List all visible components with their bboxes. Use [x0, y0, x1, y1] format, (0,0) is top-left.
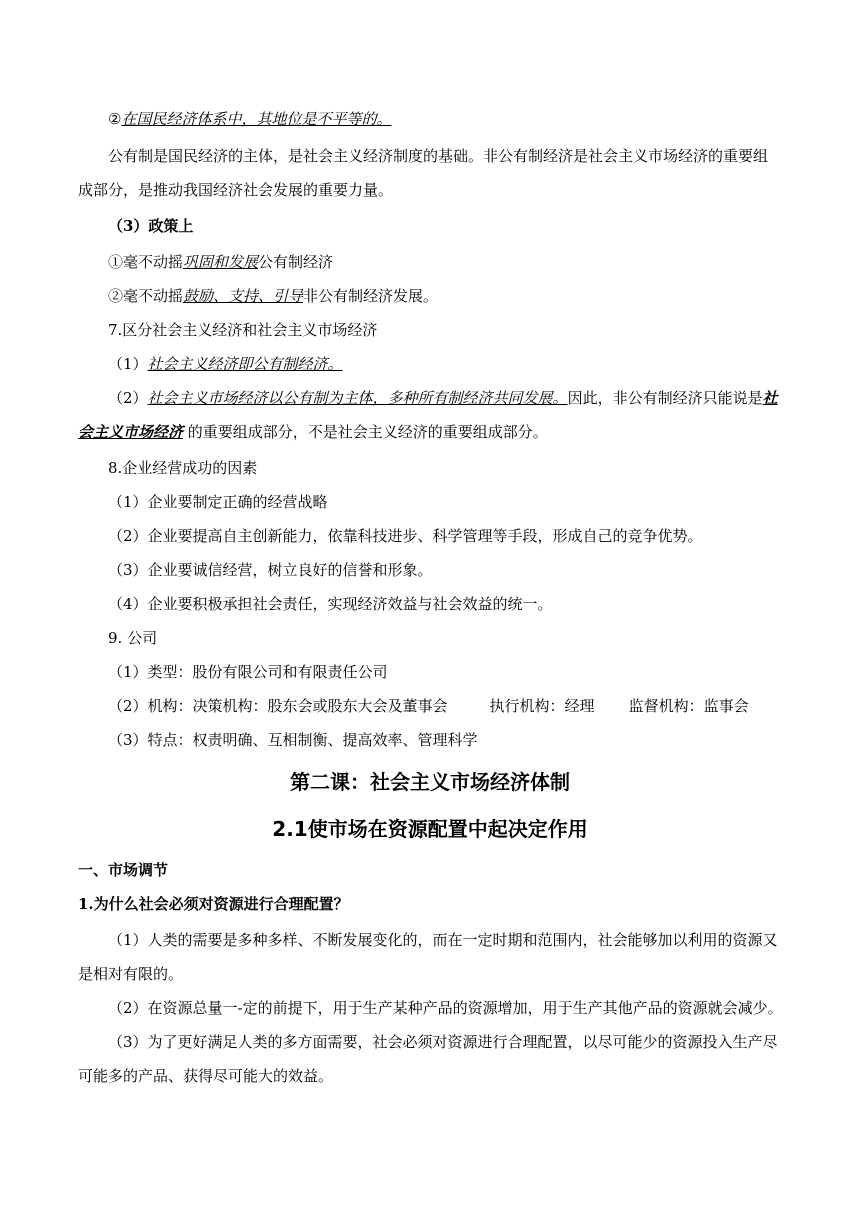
list-item-7-1: （1）社会主义经济即公有制经济。	[108, 355, 343, 373]
underlined-text: 鼓励、支持、引导	[183, 287, 304, 305]
bold-underlined-text: 社	[762, 389, 778, 407]
question-heading-1: 1.为什么社会必须对资源进行合理配置？	[78, 895, 349, 913]
list-item-9-2: （2）机构：决策机构：股东会或股东大会及董事会 执行机构：经理 监督机构：监事会	[108, 697, 749, 715]
lesson-title: 第二课：社会主义市场经济体制	[290, 770, 570, 794]
underlined-text: 巩固和发展	[183, 253, 259, 271]
subheading-market-regulation: 一、市场调节	[78, 861, 169, 879]
answer-item-3-cont: 可能多的产品、获得尽可能大的效益。	[78, 1067, 334, 1085]
list-item-8-4: （4）企业要积极承担社会责任，实现经济效益与社会效益的统一。	[108, 595, 553, 613]
list-item-policy-1: ①毫不动摇巩固和发展公有制经济	[108, 253, 334, 271]
section-title: 2.1使市场在资源配置中起决定作用	[272, 817, 588, 841]
answer-item-3: （3）为了更好满足人类的多方面需要，社会必须对资源进行合理配置，以尽可能少的资源投入生产尽	[108, 1033, 778, 1051]
list-item-7-2-cont: 会主义市场经济 的重要组成部分，不是社会主义经济的重要组成部分。	[78, 423, 548, 441]
list-item-policy-2: ②毫不动摇鼓励、支持、引导非公有制经济发展。	[108, 287, 439, 305]
section-heading-7: 7.区分社会主义经济和社会主义市场经济	[108, 321, 378, 339]
list-item-8-2: （2）企业要提高自主创新能力，依靠科技进步、科学管理等手段，形成自己的竞争优势。	[108, 527, 703, 545]
subheading-policy: （3）政策上	[108, 217, 194, 235]
paragraph-status-unequal	[108, 109, 814, 129]
paragraph-public-ownership: 公有制是国民经济的主体，是社会主义经济制度的基础。非公有制经济是社会主义市场经济的重要组	[108, 147, 769, 165]
list-item-9-1: （1）类型：股份有限公司和有限责任公司	[108, 663, 388, 681]
underlined-text: 社会主义经济即公有制经济。	[147, 355, 343, 373]
list-item-9-3: （3）特点：权责明确、互相制衡、提高效率、管理科学	[108, 731, 478, 749]
answer-item-1-cont: 是相对有限的。	[78, 965, 184, 983]
underlined-text: 社会主义市场经济以公有制为主体，多种所有制经济共同发展。	[147, 389, 568, 407]
section-heading-8: 8.企业经营成功的因素	[108, 459, 258, 477]
circled-number: ②	[108, 110, 122, 128]
section-heading-9: 9. 公司	[108, 629, 158, 647]
answer-item-1: （1）人类的需要是多种多样、不断发展变化的，而在一定时期和范围内，社会能够加以利用的资源又	[108, 931, 778, 949]
underlined-text: 在国民经济体系中，其地位是不平等的。	[121, 110, 392, 128]
paragraph-public-ownership-cont: 成部分，是推动我国经济社会发展的重要力量。	[78, 181, 394, 199]
list-item-7-2: （2）社会主义市场经济以公有制为主体，多种所有制经济共同发展。因此，非公有制经济只能说是社	[108, 389, 778, 407]
bold-underlined-text: 会主义市场经济	[78, 423, 184, 441]
answer-item-2: （2）在资源总量一-定的前提下，用于生产某种产品的资源增加，用于生产其他产品的资源就会减少。	[108, 999, 783, 1017]
list-item-8-1: （1）企业要制定正确的经营战略	[108, 493, 328, 511]
list-item-8-3: （3）企业要诚信经营，树立良好的信誉和形象。	[108, 561, 433, 579]
